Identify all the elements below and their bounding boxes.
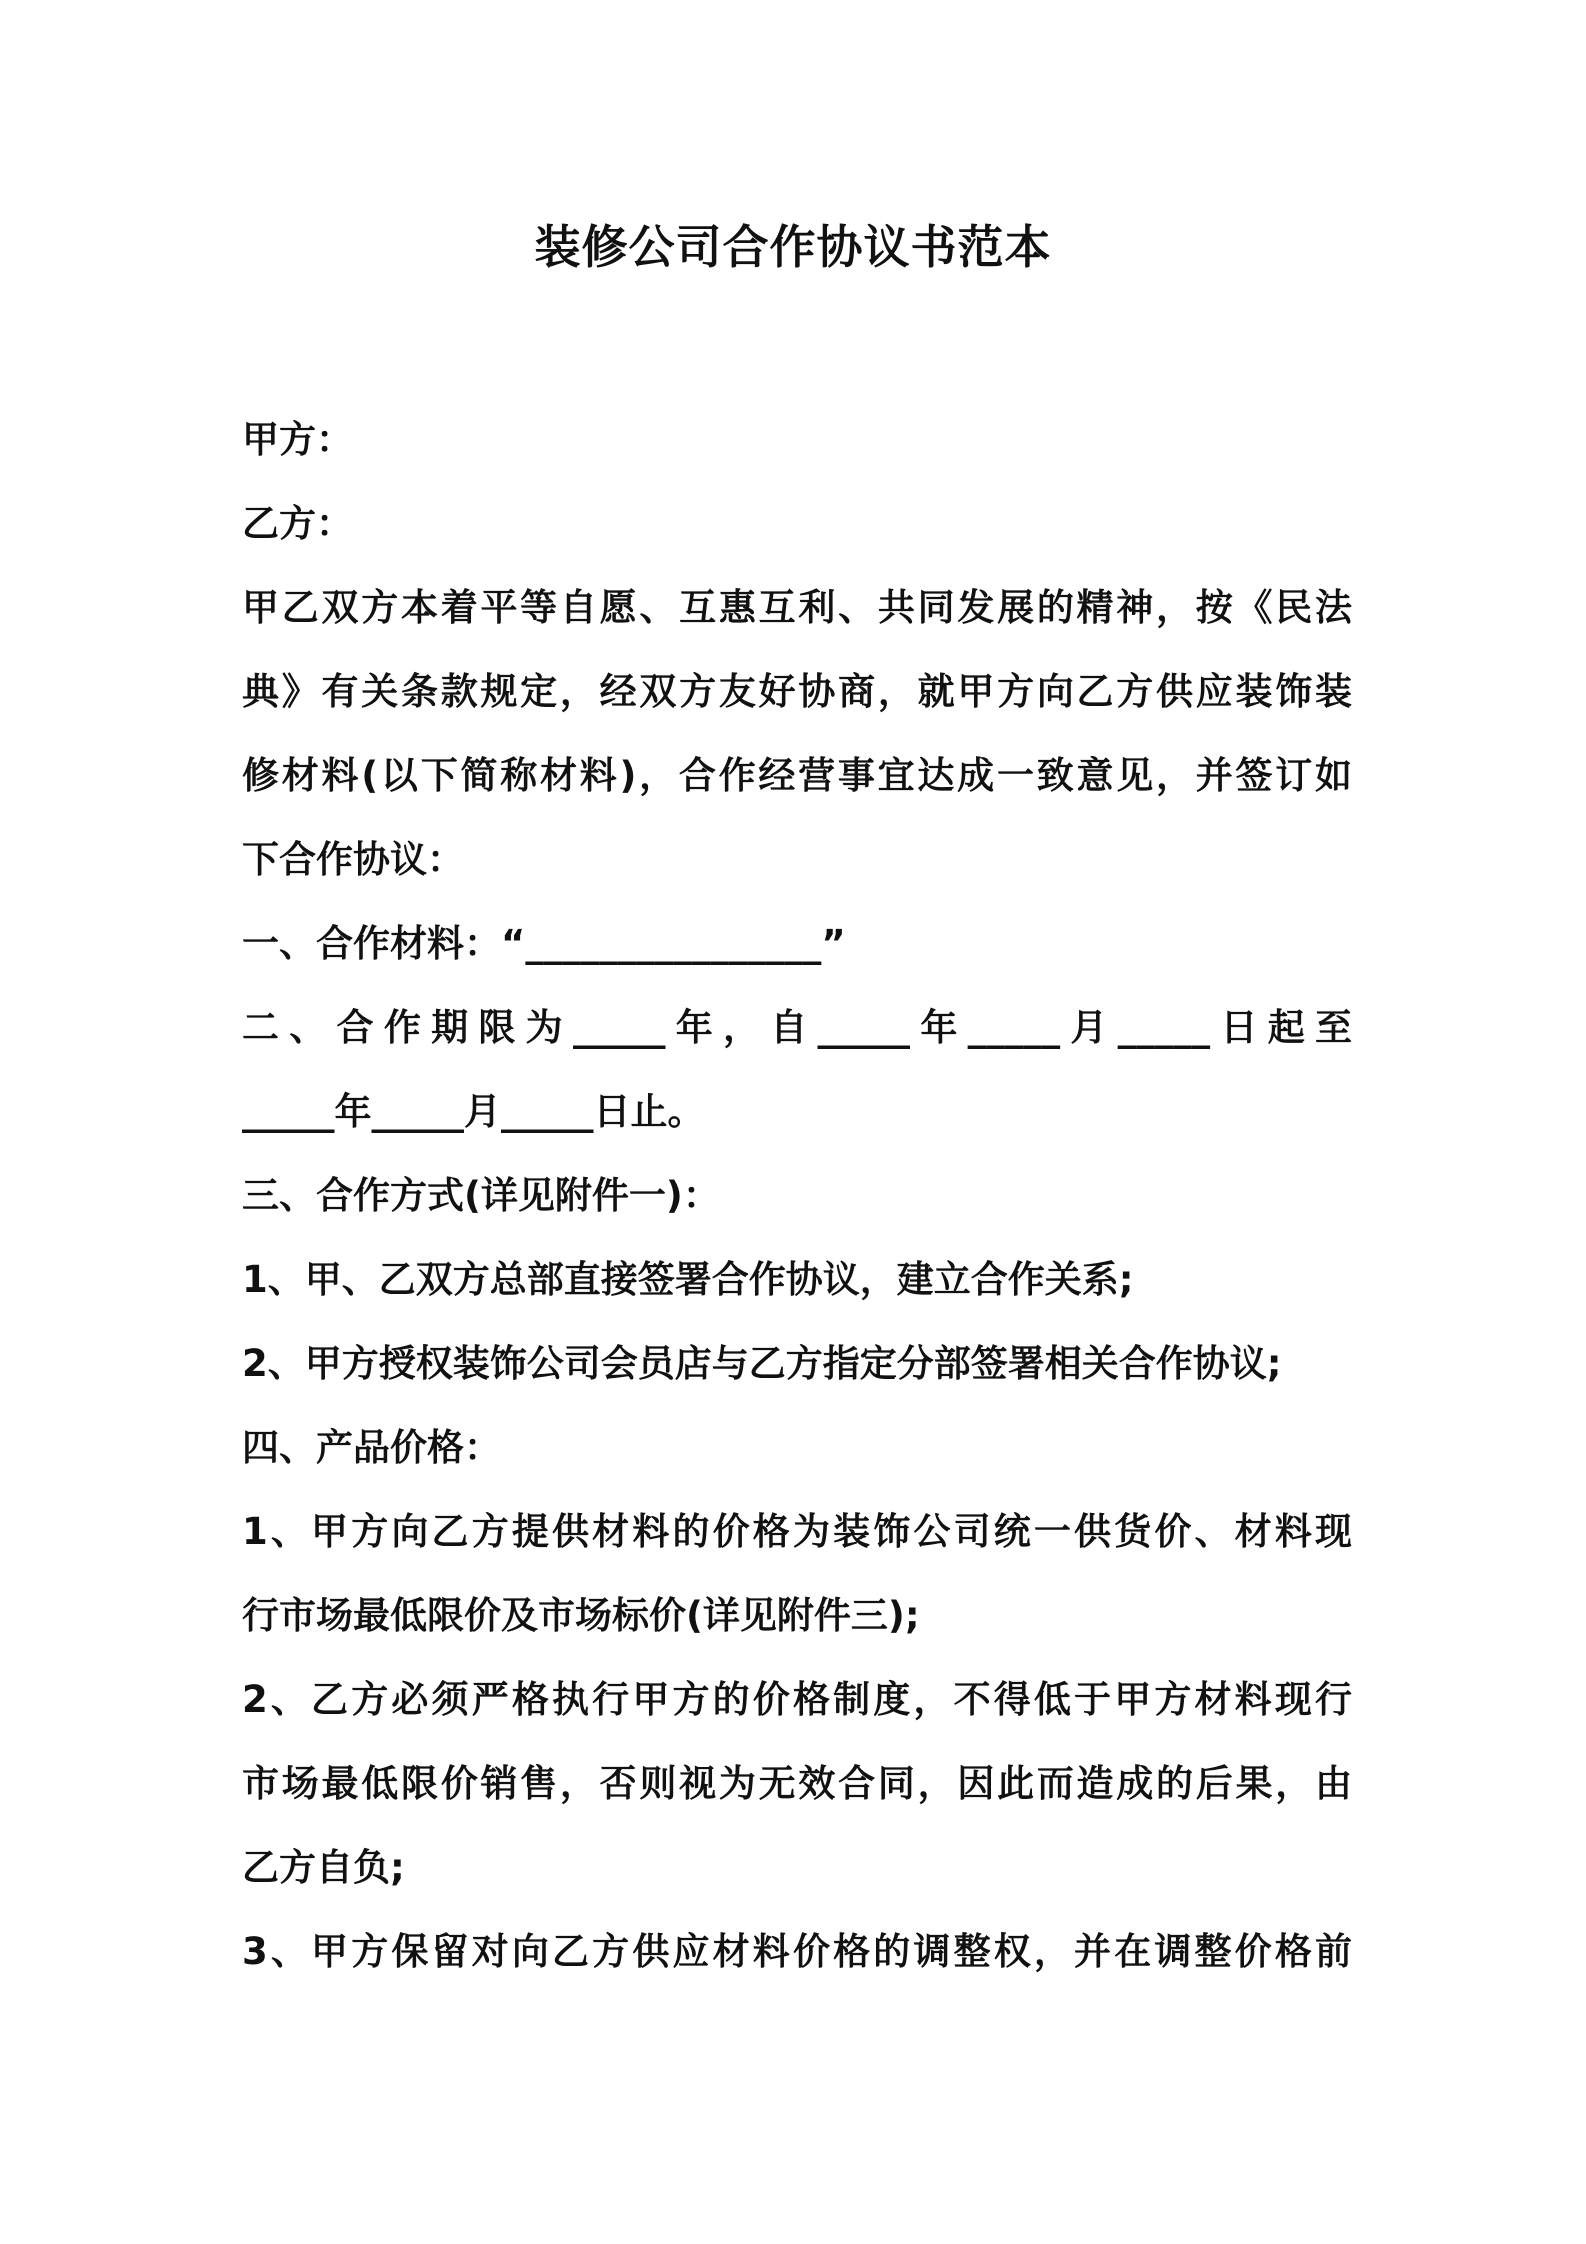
section-4-heading: 四、产品价格： [242,1426,501,1469]
preamble-line-3: 修材料(以下简称材料)，合作经营事宜达成一致意见，并签订如 [242,754,1352,797]
section-4-item-2-line-1: 2、乙方必须严格执行甲方的价格制度，不得低于甲方材料现行 [242,1678,1352,1721]
document-body [242,398,1352,1994]
party-b-line: 乙方： [242,502,353,545]
section-2-term-line-1: 二、合作期限为_____年，自_____年_____月_____日起至 [242,1006,1352,1049]
preamble-line-2: 典》有关条款规定，经双方友好协商，就甲方向乙方供应装饰装 [242,670,1352,713]
section-4-item-2-line-2: 市场最低限价销售，否则视为无效合同，因此而造成的后果，由 [242,1762,1352,1805]
party-a-line: 甲方： [242,418,353,461]
document-title: 装修公司合作协议书范本 [534,220,1052,274]
section-4-item-1-line-2: 行市场最低限价及市场标价(详见附件三); [242,1594,920,1637]
section-4-item-1-line-1: 1、甲方向乙方提供材料的价格为装饰公司统一供货价、材料现 [242,1510,1352,1553]
section-1-materials: 一、合作材料：“________________” [242,922,846,965]
section-3-item-2: 2、甲方授权装饰公司会员店与乙方指定分部签署相关合作协议; [242,1342,1282,1385]
section-2-term-line-2: _____年_____月_____日止。 [242,1090,705,1133]
section-3-item-1: 1、甲、乙双方总部直接签署合作协议，建立合作关系; [242,1258,1134,1301]
preamble-line-4: 下合作协议： [242,838,464,881]
preamble-line-1: 甲乙双方本着平等自愿、互惠互利、共同发展的精神，按《民法 [242,586,1352,629]
section-3-heading: 三、合作方式(详见附件一)： [242,1174,720,1217]
section-4-item-2-line-3: 乙方自负; [242,1846,405,1889]
section-4-item-3-line-1: 3、甲方保留对向乙方供应材料价格的调整权，并在调整价格前 [242,1930,1352,1973]
